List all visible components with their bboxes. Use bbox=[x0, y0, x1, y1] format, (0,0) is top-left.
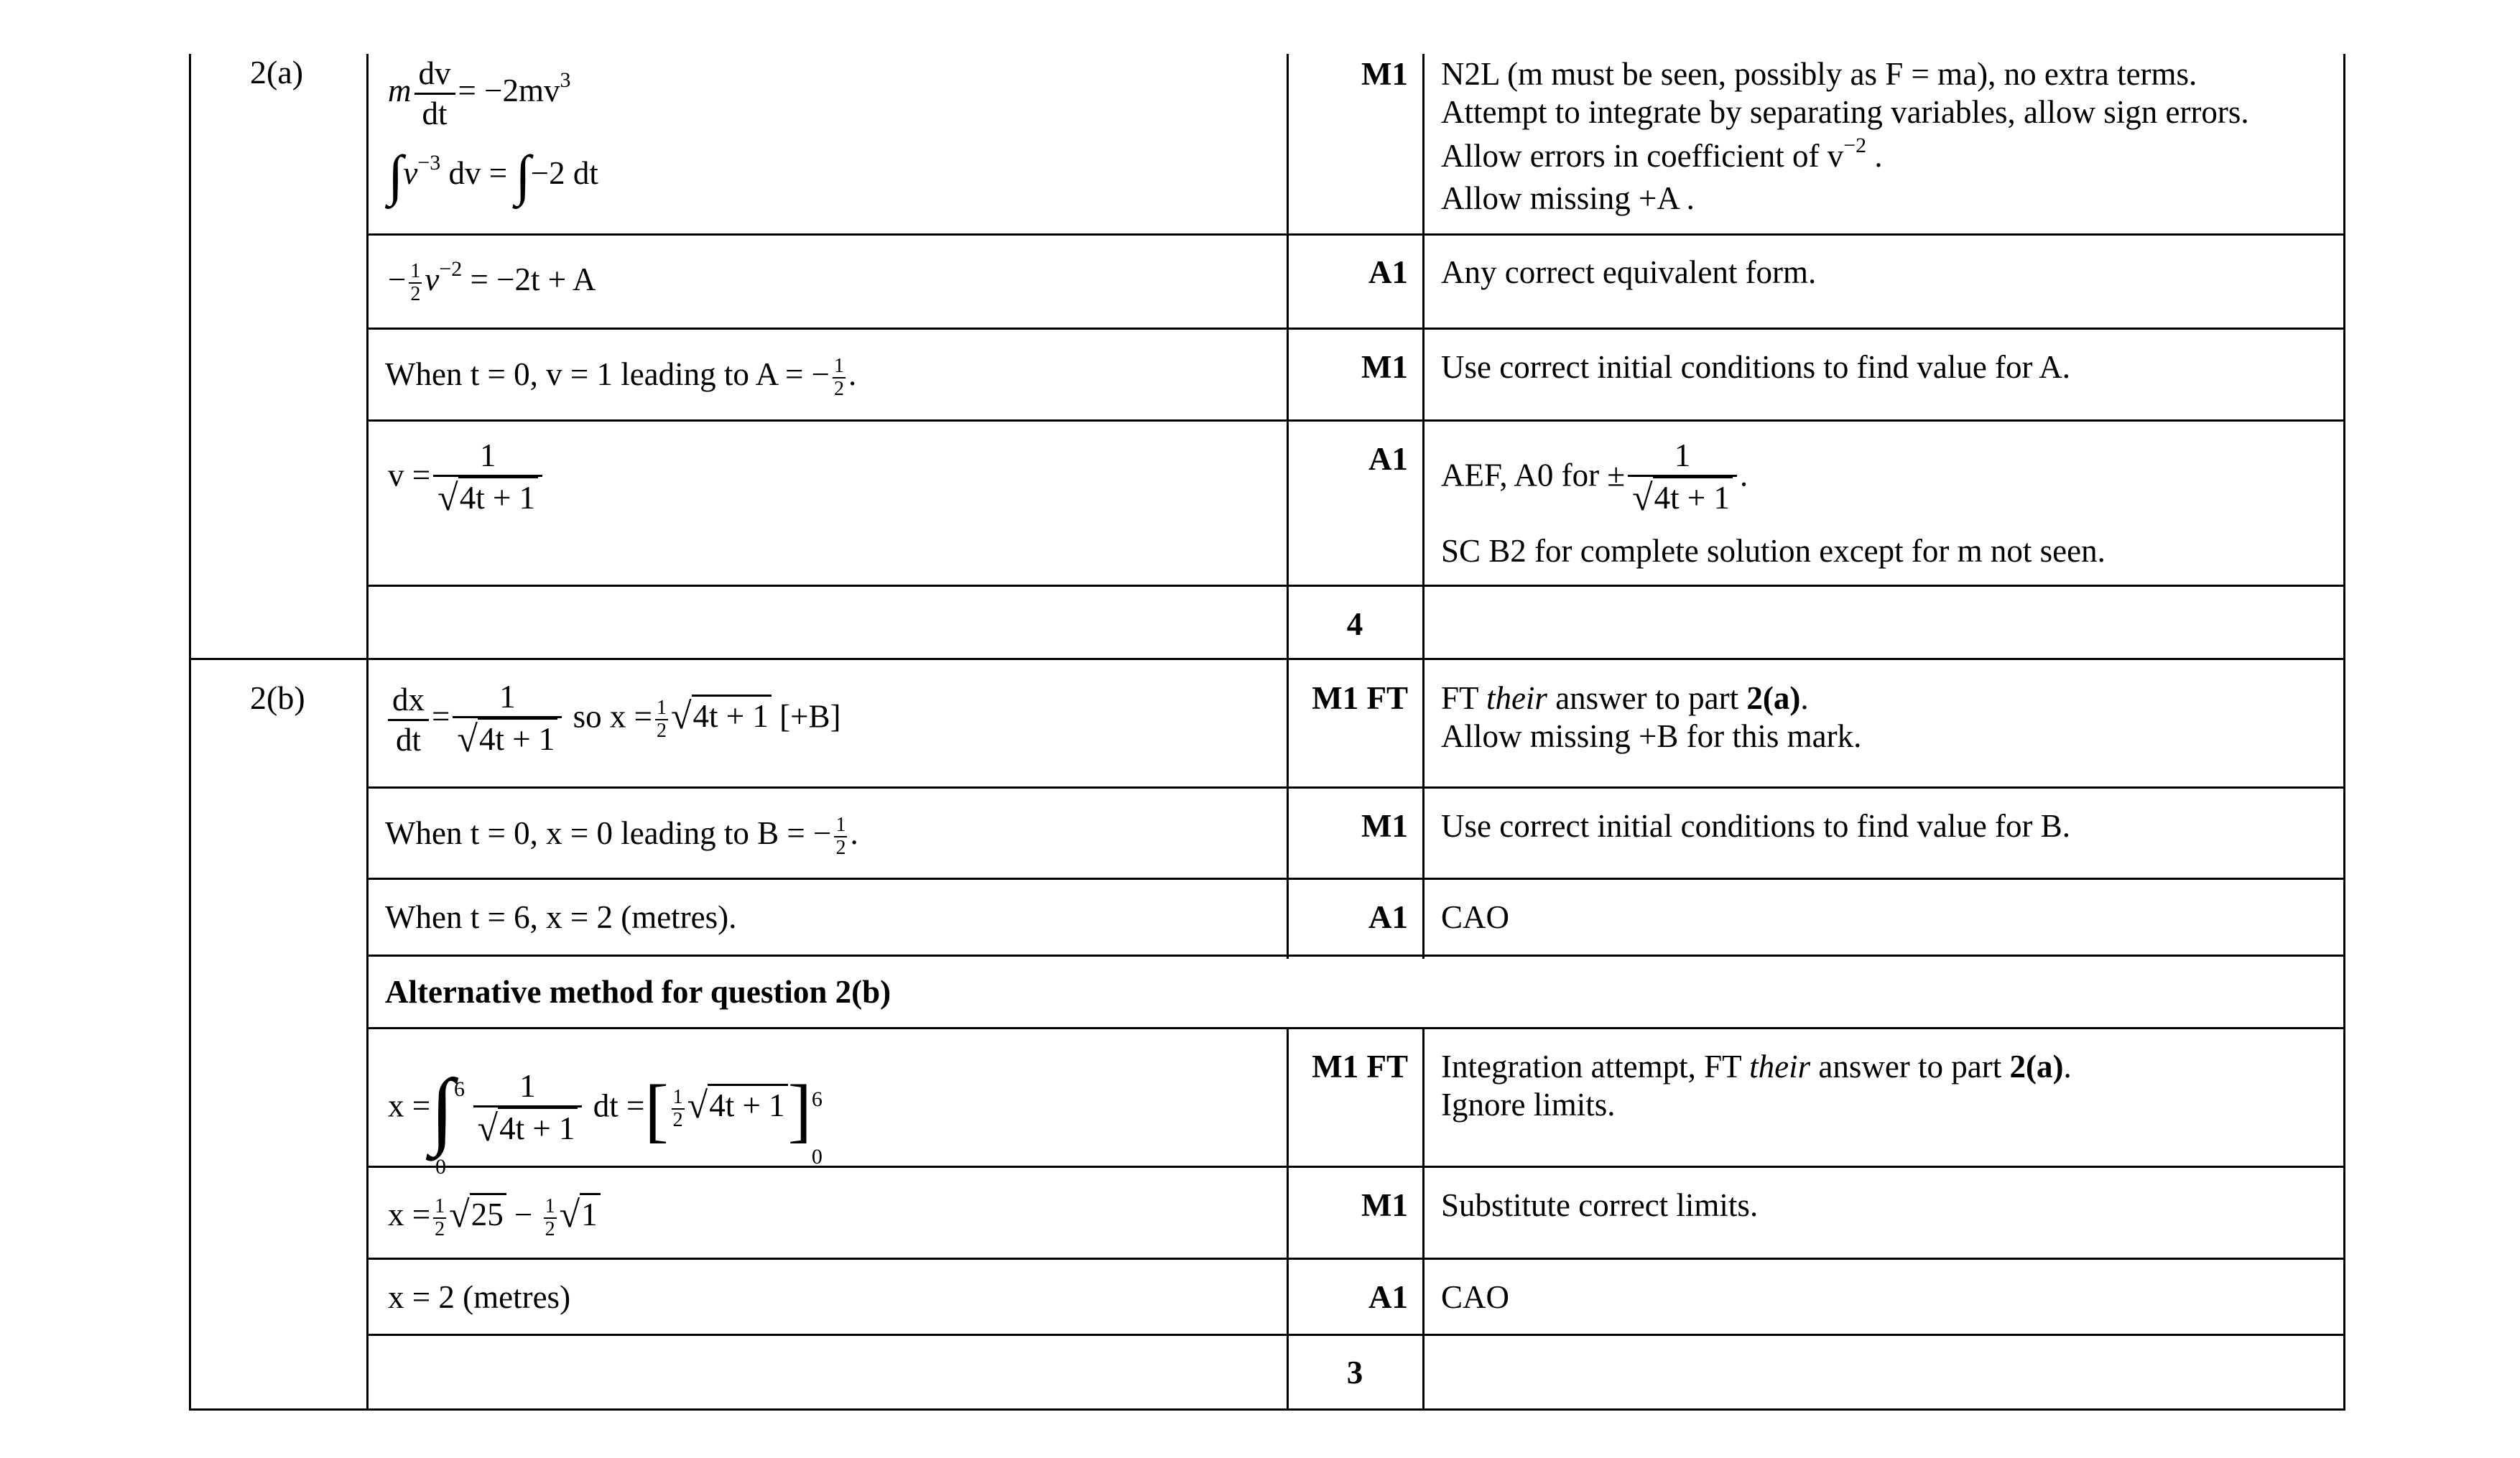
guidance-line: Use correct initial conditions to find value for A. bbox=[1441, 349, 2071, 385]
table-border-bottom bbox=[189, 1408, 2345, 1411]
answer-alt-integral: x =∫ 6 0 $\frac{1}{√4t + 1}$ dt =[ $\frac{1}{2}$ √4t + 1] 6 0 bbox=[388, 1061, 823, 1179]
guidance-line: SC B2 for complete solution except for m not seen. bbox=[1441, 533, 2106, 569]
guidance-line: Allow errors in coefficient of $v^{-2}$ . bbox=[1441, 134, 1883, 174]
mark-code: M1 bbox=[1361, 1187, 1408, 1223]
mark-code: A1 bbox=[1368, 1279, 1408, 1315]
section-line bbox=[189, 658, 2345, 660]
guidance-line: CAO bbox=[1441, 1279, 1510, 1315]
mark-code: M1 bbox=[1361, 349, 1408, 385]
total-marks-2b: 3 bbox=[1346, 1355, 1363, 1390]
question-label-2a: 2(a) bbox=[250, 54, 304, 90]
answer-substitute-limits: x = $\frac{1}{2}$ √25 − $\frac{1}{2}$ √1 bbox=[388, 1195, 601, 1240]
row-line bbox=[366, 1027, 2345, 1029]
mark-code: M1 bbox=[1361, 808, 1408, 844]
table-divider-answer bbox=[1287, 54, 1289, 959]
guidance-line: Allow missing +B for this mark. bbox=[1441, 718, 1862, 754]
guidance-line: Allow missing +A . bbox=[1441, 180, 1695, 216]
guidance-line: FT their answer to part 2(a). bbox=[1441, 680, 1809, 716]
table-divider-question bbox=[366, 54, 369, 1411]
answer-initial-conditions-b: When t = 0, x = 0 leading to B = − $\frac{1}{2}$ . bbox=[385, 813, 858, 859]
guidance-line: Any correct equivalent form. bbox=[1441, 254, 1817, 290]
alternative-method-heading: Alternative method for question 2(b) bbox=[385, 974, 891, 1010]
row-line bbox=[366, 786, 2345, 789]
table-border-left bbox=[189, 54, 191, 1411]
mark-code: A1 bbox=[1368, 254, 1408, 290]
row-line bbox=[366, 1166, 2345, 1168]
answer-displacement: When t = 6, x = 2 (metres). bbox=[385, 899, 737, 935]
guidance-line: Integration attempt, FT their answer to part 2(a). bbox=[1441, 1049, 2072, 1085]
row-line bbox=[366, 585, 2345, 587]
mark-code: M1 FT bbox=[1312, 1049, 1408, 1085]
row-line bbox=[366, 1258, 2345, 1260]
answer-dxdt: $\frac{dx}{dt}$ = $\frac{1}{√4t + 1}$ so x = $\frac{1}{2}$ √4t + 1 [+B] bbox=[385, 681, 841, 758]
row-line bbox=[366, 419, 2345, 422]
row-line bbox=[366, 878, 2345, 880]
guidance-line: Ignore limits. bbox=[1441, 1087, 1616, 1123]
row-line bbox=[366, 328, 2345, 330]
row-line bbox=[366, 1334, 2345, 1336]
row-line bbox=[366, 955, 2345, 957]
guidance-line: Attempt to integrate by separating variables, allow sign errors. bbox=[1441, 94, 2249, 130]
answer-final: x = 2 (metres) bbox=[388, 1279, 571, 1315]
answer-initial-conditions: When t = 0, v = 1 leading to A = − $\frac{1}{2}$ . bbox=[385, 354, 857, 400]
mark-code: M1 bbox=[1361, 56, 1408, 92]
answer-equation-integral: $\int v^{-3}$ dv = ∫−2 dt bbox=[388, 144, 598, 206]
answer-equation-newton: m $\frac{dv}{dt}$ = $-2mv^3$ bbox=[388, 55, 571, 131]
mark-code: A1 bbox=[1368, 899, 1408, 935]
mark-code: M1 FT bbox=[1312, 680, 1408, 716]
table-border-right bbox=[2343, 54, 2345, 1411]
answer-velocity: v = $\frac{1}{√4t + 1}$ bbox=[388, 440, 545, 517]
answer-integrated: − $\frac{1}{2}$ $v^{-2} = -2t + A$ bbox=[388, 257, 596, 305]
guidance-line: N2L (m must be seen, possibly as F = ma), no extra terms. bbox=[1441, 56, 2197, 92]
guidance-line: Substitute correct limits. bbox=[1441, 1187, 1759, 1223]
total-marks-2a: 4 bbox=[1346, 606, 1363, 642]
row-line bbox=[366, 233, 2345, 236]
guidance-line: CAO bbox=[1441, 899, 1510, 935]
table-divider-marks bbox=[1422, 54, 1425, 959]
guidance-line: Use correct initial conditions to find value for B. bbox=[1441, 808, 2071, 844]
guidance-line: AEF, A0 for ± $\frac{1}{√4t + 1}$ . bbox=[1441, 437, 1748, 519]
mark-code: A1 bbox=[1368, 441, 1408, 477]
question-label-2b: 2(b) bbox=[250, 679, 305, 716]
